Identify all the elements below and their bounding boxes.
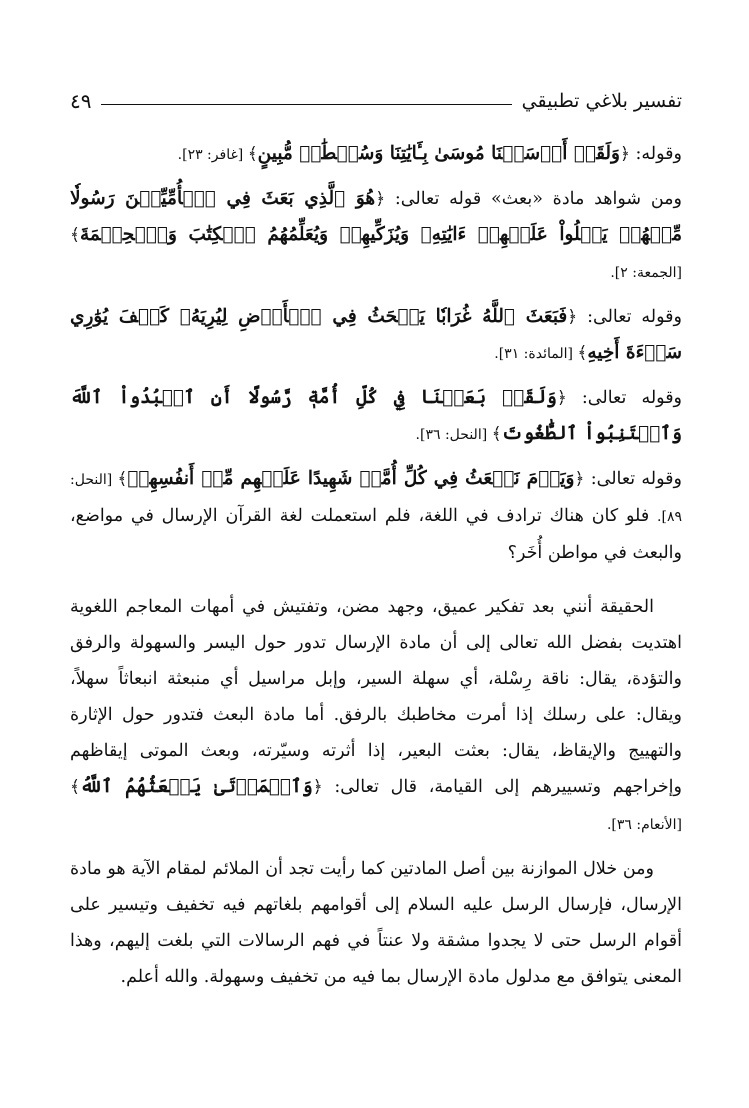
- ornate-close-bracket: ﴾: [70, 225, 80, 245]
- ornate-close-bracket: ﴾: [70, 777, 80, 797]
- verse-reference: [النحل: ٣٦].: [415, 427, 492, 443]
- quran-verse: وَلَقَدۡ أَرۡسَلۡنَا مُوسَىٰ بِـَٔايَٰتِنَا وَسُلۡطَٰنٖ مُّبِينٍ: [257, 143, 620, 164]
- ornate-open-bracket: ﴿: [556, 388, 567, 408]
- question-text: فلو كان هناك ترادف في اللغة، فلم استعملت لغة القرآن الإرسال في مواضع، والبعث في مواطن أُخَر؟: [70, 506, 682, 563]
- book-title: تفسير بلاغي تطبيقي: [521, 90, 682, 112]
- quote-intro: وقوله تعالى:: [584, 469, 682, 489]
- verse-quote-jumuah: [70, 181, 682, 291]
- quran-verse: وَٱلۡمَوۡتَىٰ يَبۡعَثُهُمُ ٱللَّهُ: [79, 776, 313, 797]
- ornate-open-bracket: ﴿: [375, 189, 386, 209]
- verse-quote-nahl-89: [70, 461, 682, 571]
- quote-intro: وقوله:: [629, 144, 682, 164]
- ornate-open-bracket: ﴿: [574, 469, 585, 489]
- verse-reference: [الجمعة: ٢].: [610, 265, 682, 281]
- verse-reference: [غافر: ٢٣].: [177, 147, 248, 163]
- verse-reference: [الأنعام: ٣٦].: [606, 817, 682, 833]
- body-text: الحقيقة أنني بعد تفكير عميق، وجهد مضن، وتفتيش في أمهات المعاجم اللغوية اهتديت بفضل الله تعالى إلى أن مادة الإرسال تدور حول اليسر والسهولة والرفق والتؤدة، يقال: ناقة رِسْلة، أي سهلة السير، وإبل مراسيل أي منبعثة انبعاثاً سهلاً، ويقال: على رسلك إذا أمرت مخاطبك بالرفق. أما مادة البعث فتدور حول الإثارة والتهييج والإيقاظ، يقال: بعثت البعير، إذا أثرته وسيّرته، وبعث الموتى إيقاظهم وإخراجهم وتسييرهم إلى القيامة، قال تعالى:: [70, 597, 682, 797]
- page: [70, 86, 682, 1003]
- verse-quote-ghafir: [70, 136, 682, 173]
- quran-verse: وَيَوۡمَ نَبۡعَثُ فِي كُلِّ أُمَّةٖ شَهِيدًا عَلَيۡهِم مِّنۡ أَنفُسِهِمۡ: [127, 468, 575, 489]
- header-rule: [101, 104, 511, 105]
- quran-verse: هُوَ ٱلَّذِي بَعَثَ فِي ٱلۡأُمِّيِّـۧنَ رَسُولٗا مِّنۡهُمۡ يَتۡلُواْ عَلَيۡهِمۡ ءَايَٰتِهِۦ وَيُزَكِّيهِمۡ وَيُعَلِّمُهُمُ ٱلۡكِتَٰبَ وَٱلۡحِكۡمَةَ: [70, 188, 682, 245]
- body-text: ومن خلال الموازنة بين أصل المادتين كما رأيت تجد أن الملائم لمقام الآية هو مادة الإرسال، فإرسال الرسل عليه السلام إلى أقوامهم بلغاتهم فيه تخفيف وتيسير على أقوام الرسل حتى لا يجدوا مشقة ولا عنتاً في فهم الرسالات التي بلغت إليهم، وهذا المعنى يتوافق مع مدلول مادة الإرسال بما فيه من تخفيف وسهولة. والله أعلم.: [70, 859, 682, 987]
- ornate-close-bracket: ﴾: [117, 469, 128, 489]
- quran-verse: فَبَعَثَ ٱللَّهُ غُرَابٗا يَبۡحَثُ فِي ٱلۡأَرۡضِ لِيُرِيَهُۥ كَيۡفَ يُوَٰرِي سَوۡءَةَ أَخِيهِ: [70, 306, 682, 363]
- running-header: [70, 86, 682, 116]
- ornate-open-bracket: ﴿: [567, 307, 578, 327]
- ornate-close-bracket: ﴾: [577, 343, 588, 363]
- verse-quote-nahl-36: [70, 380, 682, 453]
- quote-intro: ومن شواهد مادة «بعث» قوله تعالى:: [385, 189, 682, 209]
- verse-reference: [النحل: ٨٩].: [70, 472, 682, 525]
- ornate-open-bracket: ﴿: [620, 144, 630, 164]
- ornate-close-bracket: ﴾: [247, 144, 258, 164]
- paragraph-gap: [70, 579, 682, 589]
- verse-reference: [المائدة: ٣١].: [494, 346, 578, 362]
- ornate-open-bracket: ﴿: [312, 777, 323, 797]
- quote-intro: وقوله تعالى:: [577, 307, 682, 327]
- quote-intro: وقوله تعالى:: [566, 388, 683, 408]
- page-number: ٤٩: [70, 89, 92, 113]
- verse-quote-maidah: [70, 299, 682, 372]
- ornate-close-bracket: ﴾: [491, 424, 502, 444]
- body-paragraph-root-meanings: [70, 589, 682, 843]
- body-paragraph-conclusion: [70, 851, 682, 995]
- quran-verse: وَلَقَدۡ بَعَثۡنَا فِي كُلِّ أُمَّةٖ رَّسُولًا أَنِ ٱعۡبُدُواْ ٱللَّهَ وَٱجۡتَنِبُواْ ٱلطَّٰغُوتَ: [70, 387, 682, 444]
